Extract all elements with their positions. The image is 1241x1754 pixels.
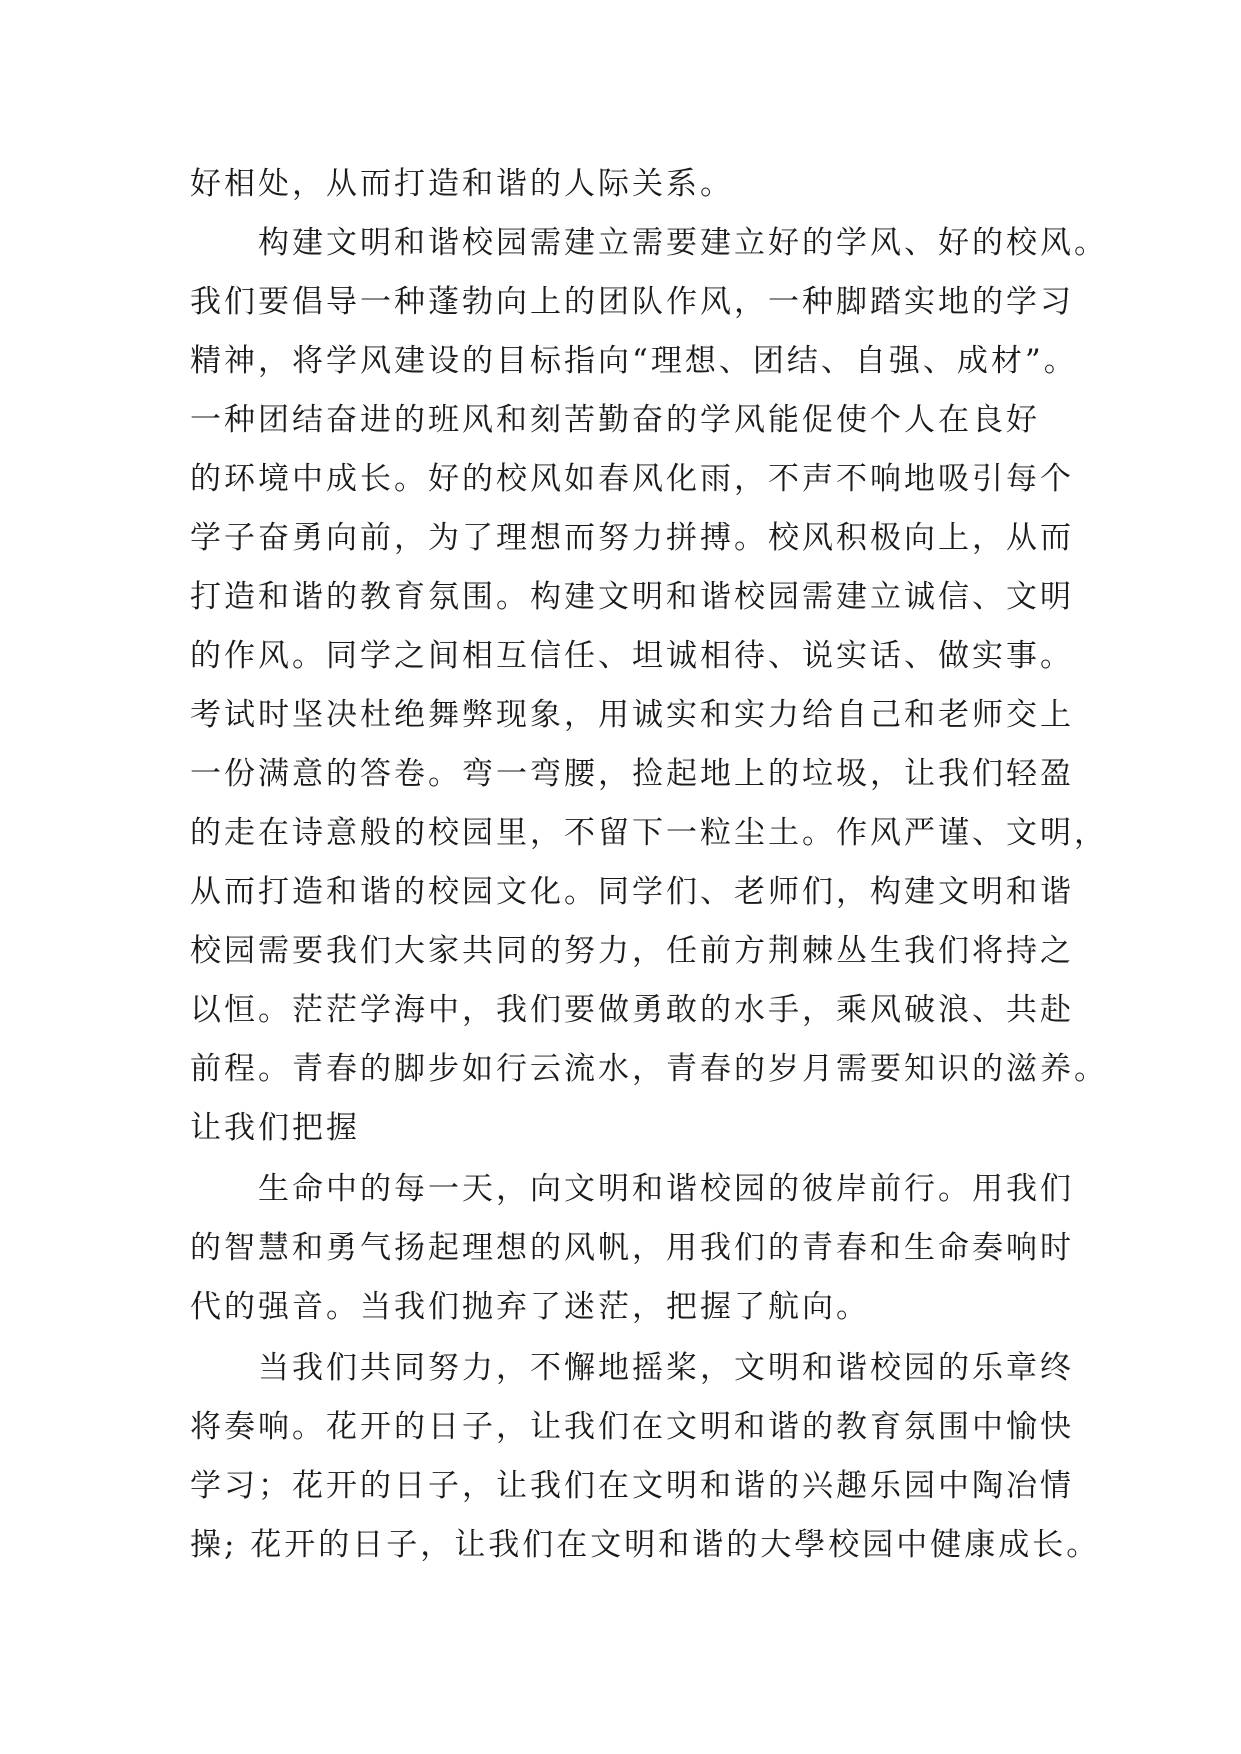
text-line: 的作风。同学之间相互信任、坦诚相待、说实话、做实事。 [190,638,1074,674]
text-line: 让我们把握 [190,1110,360,1146]
text-line: 生命中的每一天，向文明和谐校园的彼岸前行。用我们 [258,1171,1074,1207]
text-line: 精神，将学风建设的目标指向“理想、团结、自强、成材”。 [190,343,1078,379]
text-line: 学子奋勇向前，为了理想而努力拼搏。校风积极向上，从而 [190,520,1074,556]
text-line: 好相处，从而打造和谐的人际关系。 [190,166,734,202]
text-line: 考试时坚决杜绝舞弊现象，用诚实和实力给自己和老师交上 [190,697,1074,733]
text-line: 操; 花开的日子，让我们在文明和谐的大學校园中健康成长。 [190,1527,1101,1563]
text-line: 构建文明和谐校园需建立需要建立好的学风、好的校风。 [258,225,1108,261]
text-line: 将奏响。花开的日子，让我们在文明和谐的教育氛围中愉快 [190,1409,1074,1445]
text-line: 打造和谐的教育氛围。构建文明和谐校园需建立诚信、文明 [190,579,1074,615]
text-line: 学习；花开的日子，让我们在文明和谐的兴趣乐园中陶冶情 [190,1468,1074,1504]
text-line: 的智慧和勇气扬起理想的风帆，用我们的青春和生命奏响时 [190,1230,1074,1266]
text-line: 前程。青春的脚步如行云流水，青春的岁月需要知识的滋养。 [190,1051,1108,1087]
text-line: 代的强音。当我们抛弃了迷茫，把握了航向。 [190,1289,870,1325]
text-line: 一种团结奋进的班风和刻苦勤奋的学风能促使个人在良好 [190,402,1040,438]
text-line: 从而打造和谐的校园文化。同学们、老师们，构建文明和谐 [190,874,1074,910]
text-line: 我们要倡导一种蓬勃向上的团队作风，一种脚踏实地的学习 [190,284,1074,320]
text-line: 的环境中成长。好的校风如春风化雨，不声不响地吸引每个 [190,461,1074,497]
text-line: 的走在诗意般的校园里，不留下一粒尘土。作风严谨、文明， [190,815,1108,851]
text-line: 当我们共同努力，不懈地摇桨，文明和谐校园的乐章终 [258,1350,1074,1386]
text-line: 校园需要我们大家共同的努力，任前方荆棘丛生我们将持之 [190,933,1074,969]
text-line: 以恒。茫茫学海中，我们要做勇敢的水手，乘风破浪、共赴 [190,992,1074,1028]
text-line: 一份满意的答卷。弯一弯腰，捡起地上的垃圾，让我们轻盈 [190,756,1074,792]
